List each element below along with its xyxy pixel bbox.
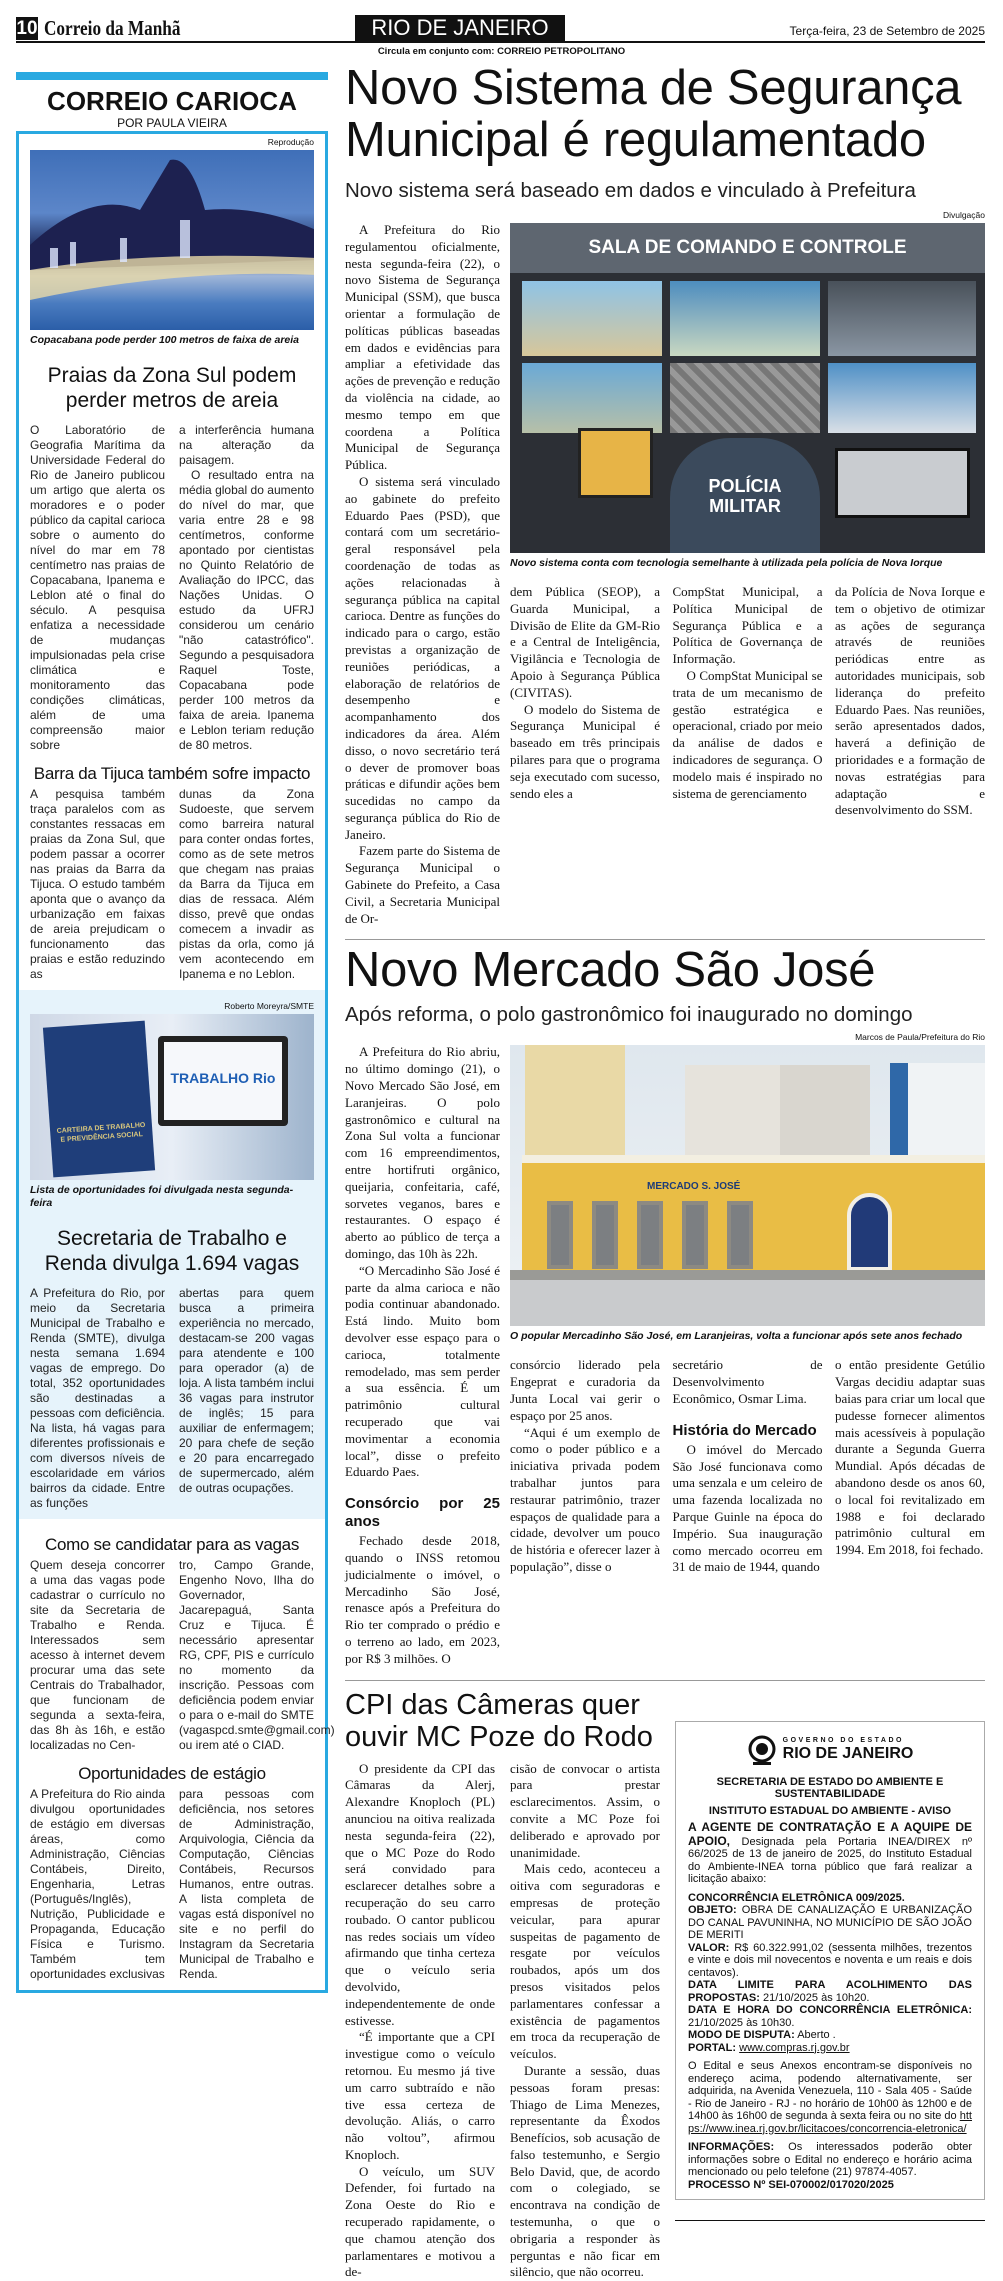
paragraph: A Prefeitura do Rio, por meio da Secretaria Municipal de Trabalho e Renda (SMTE), divulga nesta semana 1.694 vagas de emprego. Do total, 352 oportunidades são destinadas a pessoas com deficiência. Na lista, há vagas para diferentes profissionais e com diversos níveis de escolaridade em vários bairros da cidade. Entre as funções (30, 1286, 165, 1510)
photo-credit: Marcos de Paula/Prefeitura do Rio (855, 1032, 985, 1043)
photo-credit: Divulgação (942, 210, 985, 220)
notice-datetime: 21/10/2025 às 10h30. (688, 2016, 795, 2029)
paragraph: Durante a sessão, duas pessoas foram presas: Thiago de Lima Menezes, representante da Êxodos Benefícios, sob acusação de falso testemunho, e Sergio Belo David, que, de acordo com o colegiado, se encontrava na condição de testemunha, o que o obrigaria a responder às perguntas e não ficar em silêncio, que não ocorreu. (510, 2062, 660, 2280)
story-headline: Praias da Zona Sul podem perder metros de areia (47, 364, 297, 412)
paragraph: dem Pública (SEOP), a Guarda Municipal, a Divisão de Elite da GM-Rio e a Central de Inteligência, Vigilância e Tecnologia de Apoio à Segurança Pública (CIVITAS). (510, 584, 660, 700)
article-column (345, 222, 500, 927)
story-body (30, 1787, 314, 1982)
notice-edital: O Edital e seus Anexos encontram-se disponíveis no endereço acima, podendo alternativamente, ser adquirida, na Avenida Venezuela, 110 - Sala 405 - Saúde - Rio de Janeiro - RJ - no horário de 10h00 às 12h00 e de 14h00 às 16h00 de segunda à sexta feira ou no site do (688, 2060, 972, 2123)
video-screen (522, 281, 662, 356)
paragraph: O sistema será vinculado ao gabinete do prefeito Eduardo Paes (PSD), que contará com um secretário-geral responsável pela coordenação de todas as ações relacionadas à segurança pública na capital carioca. Dentre as funções do indicado para o cargo, estão previstas a organização de reuniões periódicas, a elaboração de relatórios de desempenho e acompanhamento dos indicadores da área. Além disso, o novo secretário terá o dever de promover boas práticas e difundir ações bem sucedidas no campo da segurança pública do Rio de Janeiro. (345, 473, 500, 842)
notice-institute: INSTITUTO ESTADUAL DO AMBIENTE - AVISO (708, 1804, 952, 1817)
label: DATA LIMITE PARA ACOLHIMENTO DAS PROPOSTAS: (688, 1979, 972, 2004)
article-column (835, 584, 985, 819)
paragraph: para pessoas com deficiência, nos setores de Administração, Arquivologia, Ciência da Computação, Ciências Contábeis, Recursos Humanos, entre outras. A lista completa de vagas está disponível no site e no perfil do Instagram da Secretaria Municipal de Trabalho e Renda. (179, 1787, 314, 1981)
story-subheading: Oportunidades de estágio (78, 1764, 266, 1783)
street (510, 1280, 985, 1326)
paragraph: O modelo do Sistema de Segurança Municipal é baseado em três principais pilares para que o programa seja executado com sucesso, sendo eles a (510, 701, 660, 801)
story-column (30, 1558, 165, 1753)
tablet (158, 1036, 288, 1126)
paragraph: “Aqui é um exemplo de como o poder público e a iniciativa privada podem trabalhar juntos para restaurar patrimônio, trazer espaços de qualidade para a cidade, devolver um pouco de história e oferecer lazer à população”, disse o (510, 1424, 660, 1575)
jobs-section (19, 990, 325, 1519)
notice-mode: Aberto . (797, 2029, 836, 2042)
article-column (835, 1357, 985, 1576)
paragraph: da Polícia de Nova Iorque e tem o objetivo de otimizar as ações de segurança através de reuniões periódicas entre as autoridades municipais, sob liderança do prefeito Eduardo Paes. Nas reuniões, serão apresentados dados, haverá a definição de prioridades e a formação de novas estratégias para adaptação e desenvolvimento do SSM. (835, 584, 985, 818)
room-sign: SALA DE COMANDO E CONTROLE (510, 223, 985, 273)
article-right (510, 1032, 985, 1576)
headline: Novo Mercado São José (345, 943, 876, 998)
notice-lead-bold: A AGENTE DE CONTRATAÇÃO E A AQUIPE DE APOIO, (688, 1820, 972, 1848)
paragraph: abertas para quem busca a primeira experiência no mercado, destacam-se 200 vagas para atendente e 100 para operador (a) de loja. A lista também inclui 36 vagas para instrutor de inglês; 15 para auxiliar de enfermagem; 20 para chefe de seção e 20 para encarregado de supermercado, além de outras ocupações. (179, 1286, 314, 1495)
work-card: CARTEIRA DE TRABALHO E PREVIDÊNCIA SOCIAL (43, 1021, 155, 1178)
column-byline: POR PAULA VIEIRA (117, 116, 227, 130)
story-headline: Secretaria de Trabalho e Renda divulga 1.694 vagas (44, 1227, 300, 1275)
arched-gate (847, 1193, 892, 1271)
notice-value: R$ 60.322.991,02 (sessenta milhões, trezentos e vinte e dois mil novecentos e noventa e um reais e dois centavos). (688, 1941, 972, 1979)
label: VALOR: (688, 1941, 730, 1954)
door (547, 1201, 573, 1269)
mercado-facade (522, 1155, 985, 1270)
mercado-photo (510, 1045, 985, 1326)
paragraph: tro, Campo Grande, Engenho Novo, Ilha do Governador, Jacarepaguá, Santa Cruz e Tijuca. É necessário apresentar RG, CPF, PIS e currículo no momento da inscrição. Pessoas com deficiência podem enviar o para o e-mail do SMTE (vagaspcd.smte@gmail.com) ou irem até o CIAD. (179, 1558, 335, 1752)
video-screen (522, 363, 662, 433)
main-stories (345, 62, 985, 2281)
photo-credit: Reprodução (267, 137, 314, 147)
article-column (345, 1761, 495, 2281)
paragraph: Quem deseja concorrer a uma das vagas pode cadastrar o currículo no site da Secretaria de Trabalho e Renda. Interessados sem acesso à internet devem procurar uma das sete Centrais do Trabalhador, que funcionam de segunda a sexta-feira, das 8h às 16h, e estão localizadas no Cen- (30, 1558, 165, 1752)
label: DATA E HORA DO CONCORRÊNCIA ELETRÔNICA: (688, 2004, 972, 2017)
story-body (30, 787, 314, 982)
issue-date: Terça-feira, 23 de Setembro de 2025 (789, 24, 985, 38)
article-column (510, 1357, 660, 1576)
correio-carioca-column (16, 72, 335, 1993)
header-rule (16, 41, 985, 43)
article-lower-columns (510, 1357, 985, 1576)
divider (345, 939, 985, 940)
paragraph: consórcio liderado pela Engeprat e curadoria da Junta Local vai gerir o espaço por 25 anos. (510, 1357, 660, 1423)
paragraph: O imóvel do Mercado São José funcionava como uma senzala e um celeiro de uma fazenda localizada no Parque Guinle na época do Império. Sua inauguração como mercado ocorreu em 31 de maio de 1944, quando (672, 1441, 823, 1575)
story-subheading: Barra da Tijuca também sofre impacto (33, 764, 311, 783)
cpi-story (345, 1689, 660, 2281)
label: MODO DE DISPUTA: (688, 2029, 795, 2042)
story-column (30, 1787, 165, 1982)
paragraph: A pesquisa também traça paralelos com as constantes ressacas em praias da Zona Sul, que podem passar a ocorrer nas praias da Barra da Tijuca. O estudo também aponta que o avanço da urbanização em faixas de areia prejudicam o funcionamento das praias e estão reduzindo as (30, 787, 165, 981)
article-right (510, 210, 985, 819)
story-column (30, 423, 165, 753)
beaches-section (19, 134, 325, 990)
section-subheading: História do Mercado (672, 1421, 817, 1439)
paragraph: A Prefeitura do Rio ainda divulgou oportunidades de estágio em diversas áreas, como Administração, Ciências Contábeis, Direito, Engenharia, Letras (Português/Inglês), Nutrição, Publicidade e Propaganda, Educação Física e Turismo. Também tem oportunidades exclusivas (30, 1787, 165, 1981)
paragraph: o então presidente Getúlio Vargas decidiu adaptar suas baias para criar um local que pudesse fornecer alimentos mais acessíveis à população durante a Segunda Guerra Mundial. Após décadas de abandono desde os anos 60, o local foi revitalizado em 1988 e foi declarado patrimônio cultural em 1994. Em 2018, foi fechado. (835, 1357, 985, 1558)
paragraph: O veículo, um SUV Defender, foi furtado na Zona Oeste do Rio e recuperado rapidamente, o que chamou atenção dos parlamentares e motivou a de- (345, 2163, 495, 2280)
notice-concorrencia: CONCORRÊNCIA ELETRÔNICA 009/2025. (688, 1891, 905, 1904)
article-body (345, 1761, 660, 2281)
paragraph: A Prefeitura do Rio regulamentou oficialmente, nesta segunda-feira (22), o novo Sistema de Segurança Municipal (SSM), que busca orientar a formulação de políticas públicas baseadas em dados e evidências para ampliar a efetividade das ações de prevenção e redução da violência na cidade, ao mesmo tempo em que coordena a Política Municipal de Segurança Pública. (345, 222, 500, 473)
paragraph: O presidente da CPI das Câmaras da Alerj, Alexandre Knoploch (PL) anunciou na oitiva realizada nesta segunda-feira (22), que o MC Poze do Rodo será convidado para esclarecer detalhes sobre a recuperação do seu carro roubado. O cantor publicou nas redes sociais um vídeo afirmando que tinha certeza que o veículo seria devolvido, independentemente de onde estivesse. (345, 1760, 495, 2028)
portal-link[interactable]: www.compras.rj.gov.br (739, 2041, 850, 2054)
newspaper-name: Correio da Manhã (44, 16, 181, 40)
state-logo (688, 1734, 972, 1766)
article-column (510, 584, 660, 819)
headline-line: Novo Sistema de Segurança (345, 61, 962, 115)
subheadline: Novo sistema será baseado em dados e vinculado à Prefeitura (345, 179, 916, 202)
column-accent-bar (16, 72, 328, 80)
photo-credit: Roberto Moreyra/SMTE (224, 1001, 314, 1011)
police-officer: POLÍCIA MILITAR (670, 438, 820, 553)
column-title: CORREIO CARIOCA (47, 86, 297, 116)
notice-object: OBRA DE CANALIZAÇÃO E URBANIZAÇÃO DO CANAL PAVUNINHA, NO MUNICÍPIO DE SÃO JOÃO DE MERITI (688, 1904, 972, 1942)
article-body (345, 1032, 985, 1667)
logo-bottom-text: RIO DE JANEIRO (782, 1745, 914, 1763)
paragraph: O CompStat Municipal se trata de um mecanismo de gestão estratégica e operacional, criado por meio da análise de dados e indicadores de segurança. O modelo mais é inspirado no sistema de gerenciamento (672, 667, 823, 801)
article-column (510, 1761, 660, 2281)
video-screen (828, 281, 976, 356)
article-lower-columns (510, 584, 985, 819)
story-column (179, 423, 314, 753)
article-column (673, 1357, 823, 1576)
command-center-photo (510, 223, 985, 553)
headline-line: ouvir MC Poze do Rodo (345, 1720, 653, 1753)
story-column (179, 787, 314, 982)
paragraph: Fazem parte do Sistema de Segurança Municipal o Gabinete do Prefeito, a Casa Civil, a Secretaria Municipal de Or- (345, 843, 500, 926)
monitor (578, 428, 653, 498)
headline-line: Municipal é regulamentado (345, 113, 926, 167)
building (525, 1045, 625, 1165)
work-card-photo (30, 1014, 314, 1180)
story-column (179, 1787, 314, 1982)
headline (345, 1689, 660, 1753)
notice-wrapper (675, 1721, 985, 2222)
tablet-screen: TRABALHO Rio (164, 1042, 282, 1120)
divider (345, 1680, 985, 1681)
story-column (179, 1558, 335, 1753)
label: INFORMAÇÕES: (688, 2141, 775, 2154)
story-subheading: Como se candidatar para as vagas (44, 1535, 300, 1554)
paragraph: “É importante que a CPI investigue como o veículo retornou. Eu mesmo já tive um carro subtraído e não tive essa certeza de devolução. Aliás, o carro não voltou”, afirmou Knoploch. (345, 2029, 495, 2162)
paragraph: Mais cedo, aconteceu a oitiva com seguradoras e empresas de proteção veicular, para apurar suspeitas de pagamento de resgate por veículos roubados, após um dos presos visitados pelos parlamentares confessar a existência de pagamentos em troca da recuperação de veículos. (510, 1861, 660, 2062)
building (780, 1065, 870, 1165)
photo-caption: Copacabana pode perder 100 metros de faixa de areia (30, 334, 300, 346)
door (682, 1201, 708, 1269)
photo-caption: Novo sistema conta com tecnologia semelhante à utilizada pela polícia de Nova Iorque (510, 557, 943, 569)
story-body (30, 1558, 335, 1753)
page-number: 10 (16, 18, 38, 39)
story-column (30, 787, 165, 982)
column-box (16, 131, 335, 1993)
story-body (30, 1286, 314, 1511)
paragraph: secretário de Desenvolvimento Econômico, Osmar Lima. (672, 1357, 823, 1407)
article-body (345, 210, 985, 927)
bottom-row (345, 1689, 985, 2281)
divider (675, 2220, 985, 2221)
paragraph: “O Mercadinho São José é parte da alma carioca e não podia continuar abandonado. Está lindo. Muito bom devolver esse espaço para o carioca, totalmente remodelado, mas sem perder a sua essência. É um patrimônio cultural recuperado que vai movimentar a economia local”, disse o prefeito Eduardo Paes. (345, 1262, 500, 1480)
paragraph: O resultado entra na média global do aumento do nível do mar, que varia entre 28 e 98 centímetros, conforme apontado por cientistas no Quinto Relatório de Avaliação do IPCC, das Nações Unidas. O estudo da UFRJ considerou um cenário "não catastrófico". Segundo a pesquisadora Raquel Toste, Copacabana pode perder 100 metros da faixa de areia. Ipanema e Leblon teriam redução de 80 metros. (179, 468, 314, 752)
apply-section (19, 1519, 335, 1990)
monitor (835, 448, 970, 518)
label: OBJETO: (688, 1904, 737, 1917)
paragraph: dunas da Zona Sudoeste, que servem como barreira natural para conter ondas fortes, como as de sete metros que chegam nas praias da Barra da Tijuca em dias de ressaca. Além disso, prevê que ondas comecem a invadir as pistas da orla, como já vem acontecendo em Ipanema e no Leblon. (179, 787, 314, 981)
circulation-note: Circula em conjunto com: CORREIO PETROPOLITANO (377, 46, 626, 57)
logo-top-text: GOVERNO DO ESTADO (782, 1737, 904, 1745)
notice-process: PROCESSO Nº SEI-070002/017020/2025 (688, 2178, 894, 2191)
photo-caption: Lista de oportunidades foi divulgada nesta segunda-feira (30, 1184, 294, 1209)
notice-info: Os interessados poderão obter informações sobre o Edital no endereço e horário acima mencionado ou pelo telefone (21) 97874-4057. (688, 2141, 972, 2179)
story-body (30, 423, 314, 753)
paragraph: O Laboratório de Geografia Marítima da Universidade Federal do Rio de Janeiro publicou um artigo que alerta os moradores e o poder público da capital carioca sobre o aumento do nível do mar em 78 centímetro nas praias de Copacabana, Ipanema e Leblon até o final do século. A pesquisa enfatiza a necessidade de mudanças impulsionadas pela crise climática e monitoramento das condições climáticas, além de uma compreensão maior sobre (30, 423, 165, 752)
copacabana-photo (30, 150, 314, 330)
paragraph: CompStat Municipal, a Política Municipal de Segurança Pública e a Política de Governança de Informação. (672, 584, 823, 667)
edital-link[interactable]: https://www.inea.rj.gov.br/licitacoes/concorrencia-eletronica/ (688, 2110, 972, 2135)
paragraph: cisão de convocar o artista para prestar esclarecimentos. Assim, o convite a MC Poze foi deliberado e aprovado por unanimidade. (510, 1760, 660, 1860)
article-column (345, 1044, 500, 1667)
notice-lead: Designada pela Portaria INEA/DIREX nº 66/2025 de 13 de janeiro de 2025, do Instituto Estadual do Ambiente-INEA torna público que fará realizar a licitação abaixo: (688, 1835, 972, 1886)
headline (345, 62, 985, 166)
coat-of-arms-icon (747, 1734, 777, 1766)
paragraph: A Prefeitura do Rio abriu, no último domingo (21), o Novo Mercado São José, em Laranjeiras. O polo gastronômico e cultural na Zona Sul volta a funcionar com 16 empreendimentos, entre hortifruti orgânico, queijaria, confeitaria, café, sorvetes veganos, bares e restaurantes. O espaço é aberto ao público de terça a domingo, das 10h às 22h. (345, 1044, 500, 1262)
legal-notice (675, 1721, 985, 2201)
notice-deadline: 21/10/2025 às 10h20. (762, 1991, 870, 2004)
notice-agency: SECRETARIA DE ESTADO DO AMBIENTE E SUSTENTABILIDADE (716, 1775, 944, 1801)
video-screen (670, 281, 820, 356)
story-column (179, 1286, 314, 1496)
section-subheading: Consórcio por 25 anos (345, 1495, 500, 1531)
label: PORTAL: (688, 2041, 737, 2054)
headline-line: CPI das Câmeras quer (345, 1688, 640, 1721)
sidewalk (510, 1270, 985, 1280)
story-column (30, 1286, 165, 1511)
paragraph: a interferência humana na alteração da paisagem. (179, 423, 314, 467)
section-label: RIO DE JANEIRO (355, 15, 565, 41)
mercado-sign: MERCADO S. JOSÉ (647, 1181, 741, 1193)
article-column (673, 584, 823, 819)
photo-caption: O popular Mercadinho São José, em Laranjeiras, volta a funcionar após sete anos fechado (510, 1330, 963, 1343)
map-screen (670, 363, 820, 433)
subheadline: Após reforma, o polo gastronômico foi inaugurado no domingo (345, 1003, 913, 1027)
door (637, 1201, 663, 1269)
video-screen (828, 363, 976, 433)
door (727, 1201, 753, 1269)
paragraph: Fechado desde 2018, quando o INSS retomou judicialmente o imóvel, o Mercadinho São José, renasce após a Prefeitura do Rio ter comprado o prédio e o terreno ao lado, em 2023, por R$ 3 milhões. O (345, 1533, 500, 1666)
door (592, 1201, 618, 1269)
